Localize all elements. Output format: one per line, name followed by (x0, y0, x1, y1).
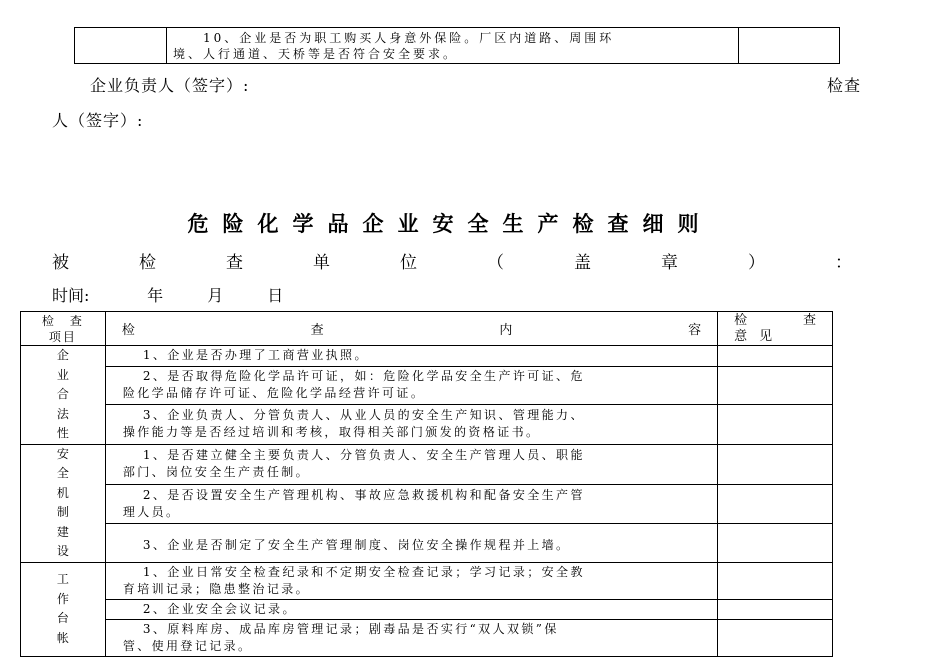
content-cell (105, 619, 717, 656)
inspector-signature-label: 检查 (827, 76, 862, 95)
category-char: 全 (56, 466, 69, 480)
opinion-cell (718, 405, 833, 444)
table-row (21, 405, 833, 444)
content-cell (105, 562, 717, 599)
table-row (21, 599, 833, 619)
check-item-line: 3、企业是否制定了安全生产管理制度、岗位安全操作规程并上墙。 (142, 537, 571, 552)
category-char: 制 (56, 505, 69, 519)
header-project-line: 检 查 (41, 313, 84, 328)
header-content-char: 检 (121, 323, 135, 338)
opinion-cell (718, 484, 833, 523)
unit-line-char: ： (835, 253, 852, 273)
content-cell (105, 444, 717, 484)
check-item-line: 管、使用登记记录。 (122, 638, 253, 653)
unit-line-char: 查 (226, 253, 243, 273)
unit-line-char: ） (748, 253, 765, 273)
check-item-line: 1、企业是否办理了工商营业执照。 (142, 348, 369, 363)
unit-line-char: 检 (139, 253, 156, 273)
category-cell (21, 346, 106, 445)
date-line (52, 283, 283, 306)
category-cell (75, 28, 167, 64)
category-char: 合 (56, 387, 69, 401)
category-char: 安 (56, 446, 69, 461)
opinion-cell (718, 524, 833, 562)
category-char: 法 (56, 406, 69, 421)
check-item-line: 2、是否取得危险化学品许可证，如：危险化学品安全生产许可证、危 (142, 369, 585, 384)
check-item-line: 育培训记录；隐患整治记录。 (122, 581, 311, 596)
table-row (21, 524, 833, 562)
date-label: 时间: (52, 286, 90, 305)
category-char: 企 (56, 348, 69, 362)
inspection-table (20, 311, 833, 657)
category-char: 设 (56, 544, 69, 558)
table-row (21, 562, 833, 599)
content-cell (105, 346, 717, 367)
category-char: 作 (56, 591, 69, 606)
content-cell (105, 484, 717, 523)
category-cell (21, 562, 106, 656)
check-item-line: 3、企业负责人、分管负责人、从业人员的安全生产知识、管理能力、 (142, 408, 585, 423)
inspector-signature-label-cont: 人（签字）: (52, 111, 144, 130)
page-title: 危险化学品企业安全生产检查细则 (187, 211, 713, 236)
table-row (21, 366, 833, 404)
content-cell (105, 366, 717, 404)
check-item-line: 操作能力等是否经过培训和考核，取得相关部门颁发的资格证书。 (122, 425, 541, 440)
table-row (75, 28, 840, 64)
day-label: 日 (267, 286, 284, 305)
year-label: 年 (147, 286, 164, 305)
table-header-row (21, 312, 833, 346)
check-item-line: 10、企业是否为职工购买人身意外保险。厂区内道路、周围环 (203, 30, 615, 45)
check-item-line: 1、企业日常安全检查纪录和不定期安全检查记录；学习记录；安全教 (142, 564, 585, 579)
check-item-line: 2、是否设置安全生产管理机构、事故应急救援机构和配备安全生产管 (142, 488, 585, 503)
category-cell (21, 444, 106, 562)
check-item-line: 3、原料库房、成品库房管理记录；剧毒品是否实行“双人双锁”保 (142, 621, 559, 636)
header-opinion-line: 意见 (734, 328, 785, 344)
check-item-line: 险化学品储存许可证、危险化学品经营许可证。 (122, 386, 426, 401)
unit-line-char: 章 (661, 253, 678, 273)
table-row (21, 346, 833, 367)
previous-page-table (74, 27, 840, 64)
opinion-cell (718, 366, 833, 404)
header-project (21, 312, 106, 346)
header-content-char: 容 (688, 323, 702, 338)
check-item-line: 2、企业安全会议记录。 (142, 601, 297, 616)
opinion-cell (718, 346, 833, 367)
header-content (105, 312, 717, 346)
check-item-line: 理人员。 (122, 505, 181, 520)
unit-line-char: 位 (400, 253, 417, 273)
content-cell (105, 599, 717, 619)
content-cell (105, 405, 717, 444)
category-char: 工 (56, 572, 69, 586)
category-char: 建 (56, 524, 69, 539)
table-row (21, 444, 833, 484)
content-cell (105, 524, 717, 562)
unit-line-char: 盖 (574, 253, 591, 273)
category-char: 机 (56, 485, 69, 500)
header-opinion (718, 312, 833, 346)
unit-line-char: （ (487, 253, 504, 273)
category-char: 性 (56, 426, 69, 440)
opinion-cell (718, 619, 833, 656)
unit-line-char: 被 (52, 253, 69, 273)
header-content-char: 查 (310, 323, 324, 338)
month-label: 月 (207, 286, 224, 305)
unit-line-char: 单 (313, 253, 330, 273)
category-char: 帐 (56, 630, 69, 645)
check-item-line: 1、是否建立健全主要负责人、分管负责人、安全生产管理人员、职能 (142, 448, 585, 463)
opinion-cell (718, 562, 833, 599)
header-opinion-char: 查 (802, 312, 816, 328)
check-item (167, 29, 738, 63)
opinion-cell (718, 599, 833, 619)
header-opinion-char: 检 (734, 312, 748, 328)
header-project-line: 项目 (48, 329, 77, 344)
check-item-line: 部门、岗位安全生产责任制。 (122, 465, 311, 480)
content-cell (167, 28, 739, 64)
category-char: 业 (56, 367, 69, 382)
owner-signature-label: 企业负责人（签字）: (90, 76, 250, 95)
opinion-cell (718, 444, 833, 484)
inspected-unit-line (52, 248, 852, 273)
check-item-line: 境、人行通道、天桥等是否符合安全要求。 (173, 46, 459, 61)
table-row (21, 619, 833, 656)
table-row (21, 484, 833, 523)
opinion-cell (739, 28, 840, 64)
category-char: 台 (56, 611, 69, 625)
header-content-char: 内 (499, 323, 513, 338)
